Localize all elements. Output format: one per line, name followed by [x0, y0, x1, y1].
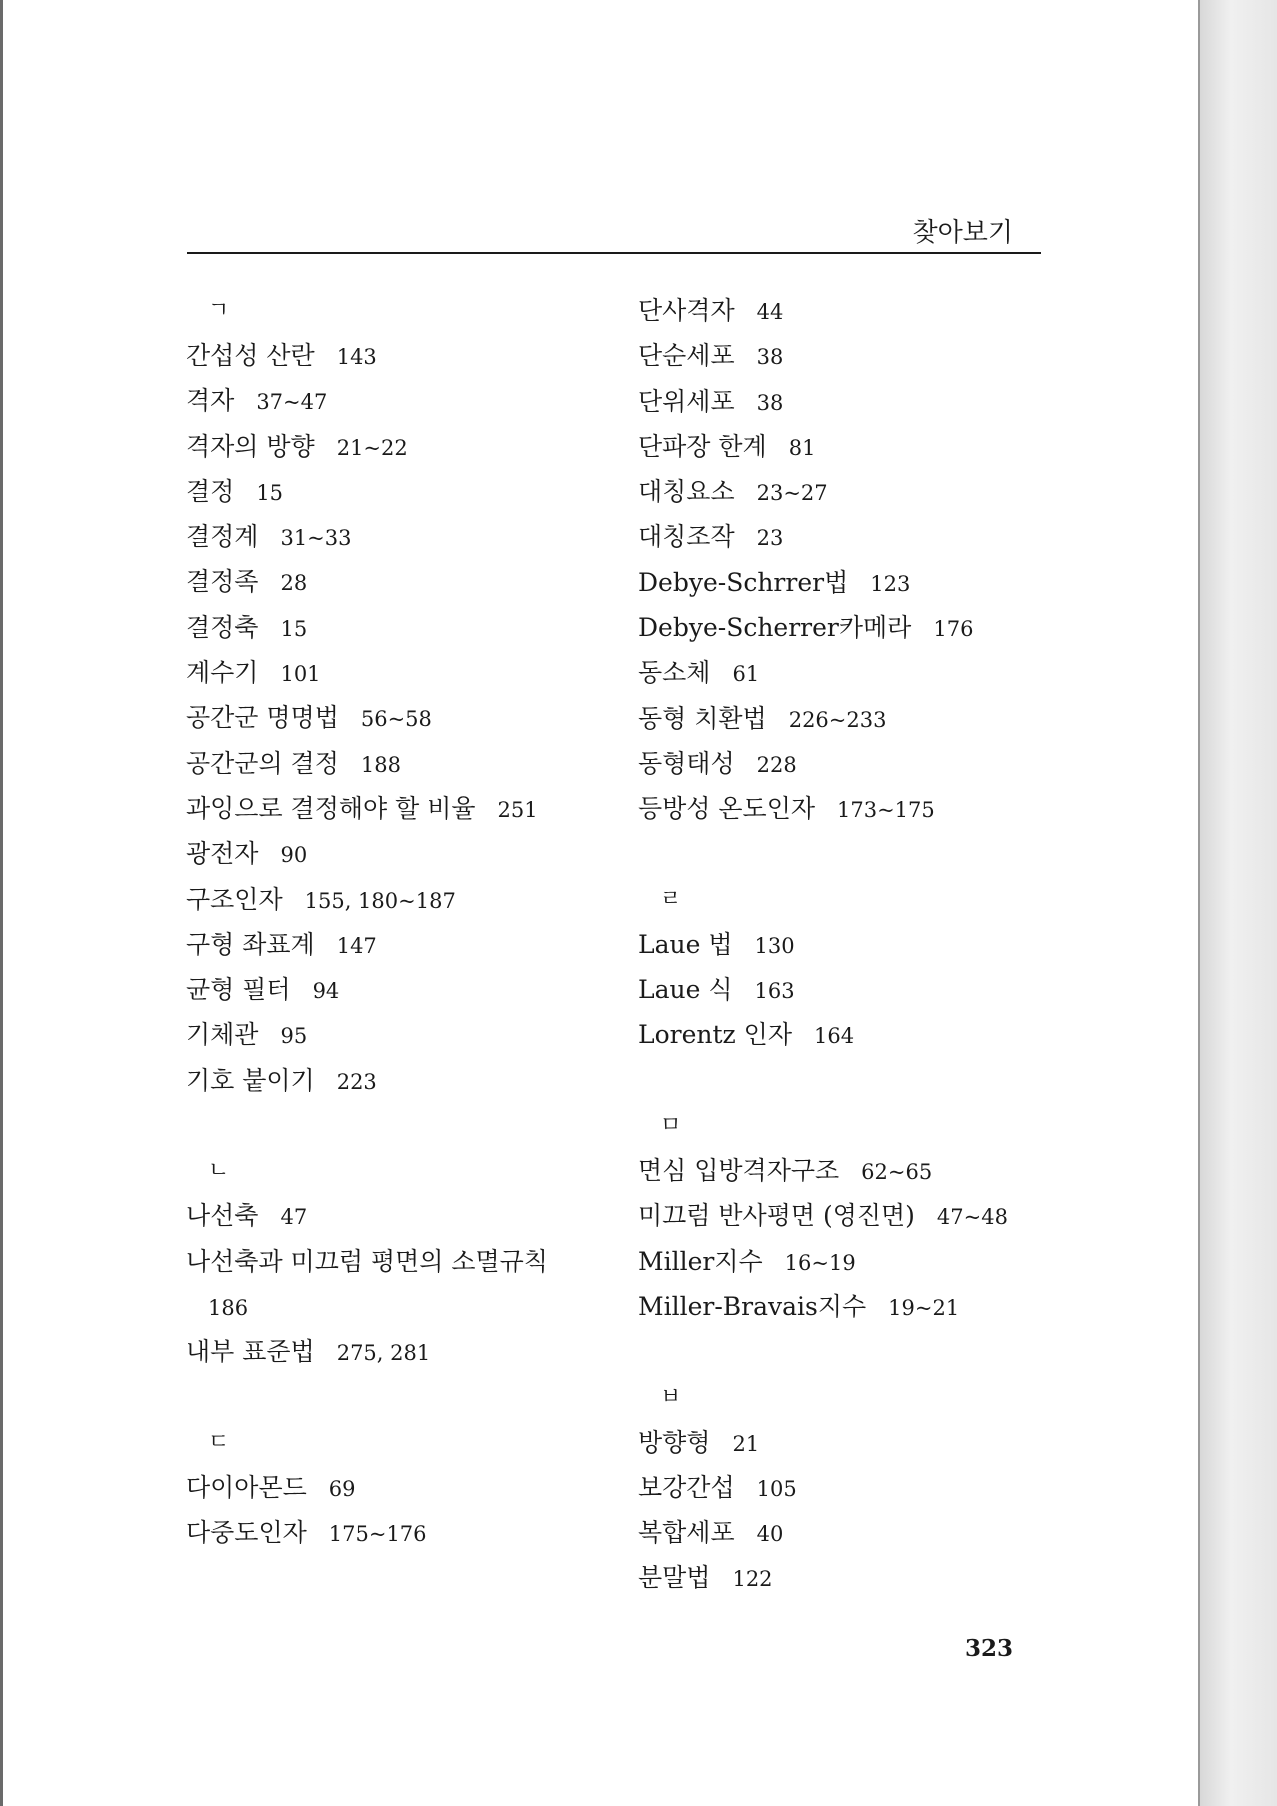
index-entry — [186, 1329, 606, 1374]
entry-pages: 62~65 — [861, 1160, 933, 1185]
index-entry — [638, 560, 1078, 605]
index-entry — [638, 469, 1078, 514]
entry-term: 보강간섭 — [638, 1472, 735, 1502]
section-heading: ㄱ — [208, 298, 230, 323]
index-entry — [186, 378, 606, 423]
entry-pages: 21 — [732, 1431, 760, 1456]
entry-pages: 23~27 — [756, 481, 828, 506]
entry-term: 다중도인자 — [186, 1518, 307, 1548]
entry-term: 결정족 — [186, 567, 259, 597]
entry-term: 나선축과 미끄럼 평면의 소멸규칙 — [186, 1246, 548, 1276]
entry-term: 대칭요소 — [638, 477, 735, 507]
index-entry — [186, 786, 606, 831]
index-section — [638, 288, 1078, 832]
entry-term: 계수기 — [186, 658, 259, 688]
index-entry — [186, 695, 606, 740]
index-column-right — [638, 288, 1078, 1601]
entry-term: 결정계 — [186, 522, 259, 552]
index-entry — [638, 333, 1078, 378]
section-heading: ㄴ — [208, 1158, 230, 1184]
entry-pages: 28 — [280, 571, 308, 596]
entry-pages: 155, 180~187 — [304, 888, 456, 913]
index-entry — [638, 424, 1078, 469]
entry-pages: 164 — [813, 1024, 855, 1049]
index-entry — [186, 1193, 606, 1238]
entry-term: Lorentz 인자 — [638, 1020, 792, 1050]
index-section — [186, 288, 606, 1103]
entry-pages: 175~176 — [328, 1522, 427, 1547]
index-entry — [186, 967, 606, 1012]
entry-pages: 47 — [280, 1205, 308, 1230]
index-column-left — [186, 288, 606, 1555]
entry-term: 동형태성 — [638, 748, 735, 778]
index-entry — [186, 1012, 606, 1057]
index-entry — [186, 469, 606, 514]
index-entry — [638, 922, 1078, 967]
entry-pages: 105 — [756, 1476, 797, 1501]
entry-pages: 56~58 — [360, 707, 432, 732]
entry-term: 미끄럼 반사평면 (영진면) — [638, 1201, 915, 1231]
index-entry — [638, 1555, 1078, 1600]
entry-term: 등방성 온도인자 — [638, 794, 815, 824]
entry-pages: 90 — [280, 843, 308, 868]
entry-term: 면심 입방격자구조 — [638, 1156, 840, 1186]
index-entry — [186, 1510, 606, 1555]
entry-pages: 226~233 — [788, 707, 887, 732]
index-section — [186, 1103, 606, 1374]
entry-pages: 122 — [732, 1567, 773, 1592]
entry-term: 균형 필터 — [186, 975, 291, 1005]
index-section — [186, 1375, 606, 1556]
entry-pages: 223 — [336, 1069, 377, 1094]
entry-pages: 19~21 — [888, 1295, 960, 1320]
entry-pages: 21~22 — [336, 435, 408, 460]
index-entry — [186, 1465, 606, 1510]
entry-term: 결정축 — [186, 612, 259, 642]
viewer-background — [1200, 0, 1277, 1806]
index-entry — [186, 741, 606, 786]
entry-pages: 251 — [497, 797, 538, 822]
entry-pages: 186 — [208, 1295, 249, 1320]
index-entry — [186, 1239, 606, 1284]
entry-pages: 188 — [360, 752, 401, 777]
section-heading: ㅂ — [660, 1384, 682, 1410]
entry-pages: 173~175 — [837, 798, 935, 823]
entry-pages: 228 — [756, 752, 797, 777]
entry-pages: 147 — [336, 933, 377, 958]
entry-term: 격자의 방향 — [186, 431, 315, 461]
index-entry — [186, 922, 606, 967]
index-entry — [186, 424, 606, 469]
entry-term: 공간군의 결정 — [186, 748, 339, 778]
entry-term: 단파장 한계 — [638, 431, 767, 461]
entry-pages: 31~33 — [280, 526, 352, 551]
entry-term: 공간군 명명법 — [186, 703, 339, 733]
entry-term: Laue 식 — [638, 975, 733, 1005]
entry-pages: 16~19 — [784, 1250, 856, 1275]
index-entry — [638, 1465, 1078, 1510]
index-entry — [638, 1284, 1078, 1329]
index-entry — [638, 379, 1078, 424]
index-section — [638, 832, 1078, 1058]
header-rule — [187, 252, 1041, 254]
entry-term: 단위세포 — [638, 386, 735, 416]
index-entry — [186, 650, 606, 695]
entry-pages: 15 — [256, 480, 284, 505]
entry-pages: 94 — [312, 979, 340, 1004]
entry-term: 동소체 — [638, 658, 711, 688]
entry-term: 나선축 — [186, 1201, 259, 1231]
index-entry — [186, 1284, 606, 1329]
index-entry — [186, 877, 606, 922]
section-spacer — [638, 832, 1078, 877]
section-heading: ㄷ — [208, 1429, 230, 1455]
entry-pages: 23 — [756, 526, 784, 551]
entry-term: 단사격자 — [638, 296, 735, 325]
entry-term: 구조인자 — [186, 884, 283, 914]
index-entry — [638, 1193, 1078, 1238]
index-entry — [638, 786, 1078, 831]
section-spacer — [186, 1375, 606, 1420]
entry-pages: 47~48 — [936, 1205, 1008, 1230]
index-entry — [186, 1058, 606, 1103]
entry-pages: 40 — [756, 1522, 784, 1547]
entry-term: 간섭성 산란 — [186, 341, 315, 370]
entry-term: 광전자 — [186, 839, 259, 869]
entry-pages: 38 — [756, 345, 784, 370]
entry-term: 단순세포 — [638, 341, 735, 371]
entry-pages: 37~47 — [256, 390, 328, 415]
entry-pages: 38 — [756, 390, 784, 415]
index-entry — [638, 1148, 1078, 1193]
index-entry — [638, 1012, 1078, 1057]
entry-term: Laue 법 — [638, 929, 733, 959]
index-section — [638, 1058, 1078, 1329]
index-entry — [638, 514, 1078, 559]
index-entry — [638, 1510, 1078, 1555]
entry-term: 구형 좌표계 — [186, 929, 315, 959]
entry-term: 분말법 — [638, 1563, 711, 1593]
section-heading: ㄹ — [660, 886, 682, 912]
index-section — [638, 1329, 1078, 1600]
entry-pages: 95 — [280, 1024, 308, 1049]
index-entry — [186, 831, 606, 876]
index-entry — [186, 514, 606, 559]
index-entry — [638, 696, 1078, 741]
entry-term: Miller-Bravais지수 — [638, 1291, 867, 1321]
entry-pages: 101 — [280, 662, 321, 687]
entry-pages: 176 — [933, 617, 974, 642]
entry-term: 과잉으로 결정해야 할 비율 — [186, 793, 476, 823]
entry-pages: 61 — [732, 662, 760, 687]
section-spacer — [638, 1329, 1078, 1374]
entry-term: Miller지수 — [638, 1246, 763, 1276]
page-number: 323 — [964, 1635, 1013, 1662]
running-head: 찾아보기 — [912, 218, 1013, 248]
entry-term: 대칭조작 — [638, 522, 735, 552]
entry-pages: 130 — [754, 933, 795, 958]
entry-term: 복합세포 — [638, 1518, 735, 1548]
entry-pages: 81 — [788, 435, 816, 460]
index-entry — [638, 650, 1078, 695]
entry-pages: 15 — [280, 616, 308, 641]
entry-term: 기호 붙이기 — [186, 1065, 315, 1095]
entry-term: Debye-Scherrer카메라 — [638, 613, 912, 643]
section-spacer — [186, 1103, 606, 1148]
index-entry — [186, 605, 606, 650]
entry-term: Debye-Schrrer법 — [638, 567, 849, 597]
section-spacer — [638, 1058, 1078, 1103]
index-entry — [186, 559, 606, 604]
entry-term: 방향형 — [638, 1427, 711, 1457]
entry-term: 기체관 — [186, 1020, 259, 1050]
entry-term: 격자 — [186, 386, 235, 416]
entry-term: 다이아몬드 — [186, 1472, 307, 1502]
entry-pages: 123 — [870, 571, 911, 596]
entry-pages: 44 — [756, 300, 784, 324]
entry-pages: 69 — [328, 1476, 356, 1501]
index-entry — [638, 967, 1078, 1012]
entry-pages: 163 — [754, 979, 795, 1004]
index-entry — [638, 1239, 1078, 1284]
index-entry — [638, 605, 1078, 650]
index-entry — [638, 288, 1078, 333]
entry-pages: 143 — [336, 345, 377, 369]
index-entry — [638, 741, 1078, 786]
entry-term: 결정 — [186, 476, 235, 506]
entry-term: 내부 표준법 — [186, 1337, 315, 1367]
entry-pages: 275, 281 — [336, 1341, 431, 1366]
index-entry — [186, 333, 606, 378]
section-heading: ㅁ — [660, 1113, 682, 1139]
entry-term: 동형 치환법 — [638, 703, 767, 733]
index-entry — [638, 1420, 1078, 1465]
